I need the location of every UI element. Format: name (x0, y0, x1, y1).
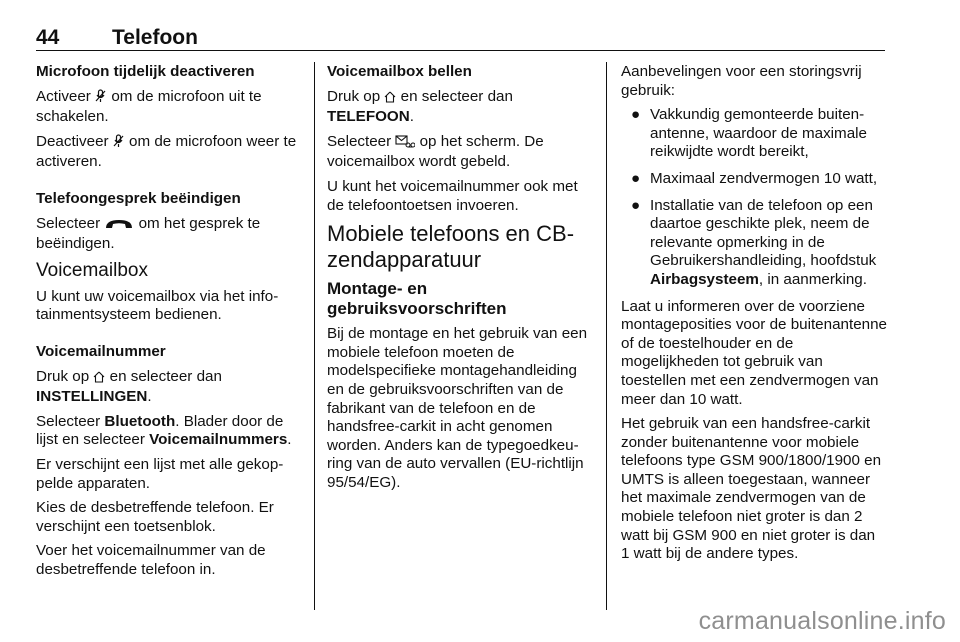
column-2 (327, 63, 595, 499)
paragraph: Activeer om de microfoon uit te schakelen. (36, 87, 262, 126)
paragraph: Bij de montage en het gebruik van een mobiele telefoon moeten de modelspecifieke montagehandleiding en de gebruiksvoorschriften van de fabrikant van de telefoon en de handsfree-carkit in acht genomen worden. Anders kan de typegoedkeuring van de auto vervallen (EU-richtlijn 95/54/EG). (327, 325, 588, 491)
hang-up-icon (104, 217, 134, 236)
paragraph: Selecteer om het gesprek te beëindigen. (36, 214, 261, 253)
recommendation-list (621, 106, 887, 289)
paragraph: Laat u informeren over de voorziene montageposities voor de buitenantenne of de toestelhouder en de mogelijkheden tot gebruik van toestellen met een zendvermogen van meer dan 10 watt. (621, 297, 887, 408)
paragraph: Selecteer Bluetooth. Blader door de lijst en selecteer Voicemailnummers. (36, 412, 292, 449)
column-1 (36, 63, 302, 585)
paragraph: Het gebruik van een handsfree-carkit zonder buitenantenne voor mobiele telefoons type GSM 900/1800/1900 en UMTS is alleen toegestaan, wanneer het maximale zendvermogen van de mobiele telefoon niet groter is dan 2 watt bij GSM 900 en niet groter is dan 1 watt bij de andere types. (621, 415, 882, 563)
page-number: 44 (36, 26, 60, 49)
paragraph: U kunt uw voicemailbox via het infotainmentsysteem bedienen. (36, 287, 279, 324)
paragraph: Selecteer op het scherm. De voicemailbox wordt gebeld. (327, 132, 544, 171)
column-divider-2 (606, 62, 607, 610)
heading-installation: Montage- en gebruiksvoorschriften (327, 279, 507, 319)
voicemail-icon (395, 135, 415, 154)
heading-voicemailbox: Voicemailbox (36, 259, 148, 281)
mic-mute-icon (113, 134, 125, 154)
paragraph: Er verschijnt een lijst met alle gekoppelde apparaten. (36, 455, 284, 492)
paragraph: Voer het voicemailnummer van de desbetreffende telefoon in. (36, 542, 266, 578)
page-header (36, 26, 885, 50)
home-icon (93, 370, 105, 389)
section-title-end-call: Telefoongesprek beëindigen (36, 189, 241, 207)
header-rule (36, 50, 885, 51)
watermark: carmanualsonline.info (698, 607, 946, 635)
chapter-title: Telefoon (112, 26, 198, 49)
column-3 (621, 63, 887, 570)
section-title-voicemail-number: Voicemailnummer (36, 342, 166, 360)
paragraph: Deactiveer om de microfoon weer te activeren. (36, 132, 297, 171)
column-divider-1 (314, 62, 315, 610)
paragraph: Druk op en selecteer dan INSTELLINGEN. (36, 367, 222, 406)
paragraph: Kies de desbetreffende telefoon. Er verschijnt een toetsenblok. (36, 499, 274, 535)
mic-mute-icon (95, 89, 107, 109)
section-title-call-voicemail: Voicemailbox bellen (327, 63, 472, 80)
paragraph: U kunt het voicemailnummer ook met de telefoontoetsen invoeren. (327, 177, 578, 214)
paragraph: Druk op en selecteer dan TELEFOON. (327, 87, 513, 126)
list-item: ● Vakkundig gemonteerde buitenantenne, waardoor de maximale reikwijdte wordt bereikt, (631, 106, 867, 161)
paragraph: Aanbevelingen voor een storingsvrij gebruik: (621, 63, 862, 99)
section-title-mic: Microfoon tijdelijk deactiveren (36, 63, 255, 80)
heading-mobile-phones: Mobiele telefoons en CB-zendapparatuur (327, 221, 575, 273)
home-icon (384, 90, 396, 109)
list-item: ● Installatie van de telefoon op een daartoe geschikte plek, neem de relevante opmerking in de Gebruikershandleiding, hoofdstuk Airbagsysteem, in aanmerking. (631, 196, 877, 288)
list-item: ● Maximaal zendvermogen 10 watt, (631, 169, 878, 187)
